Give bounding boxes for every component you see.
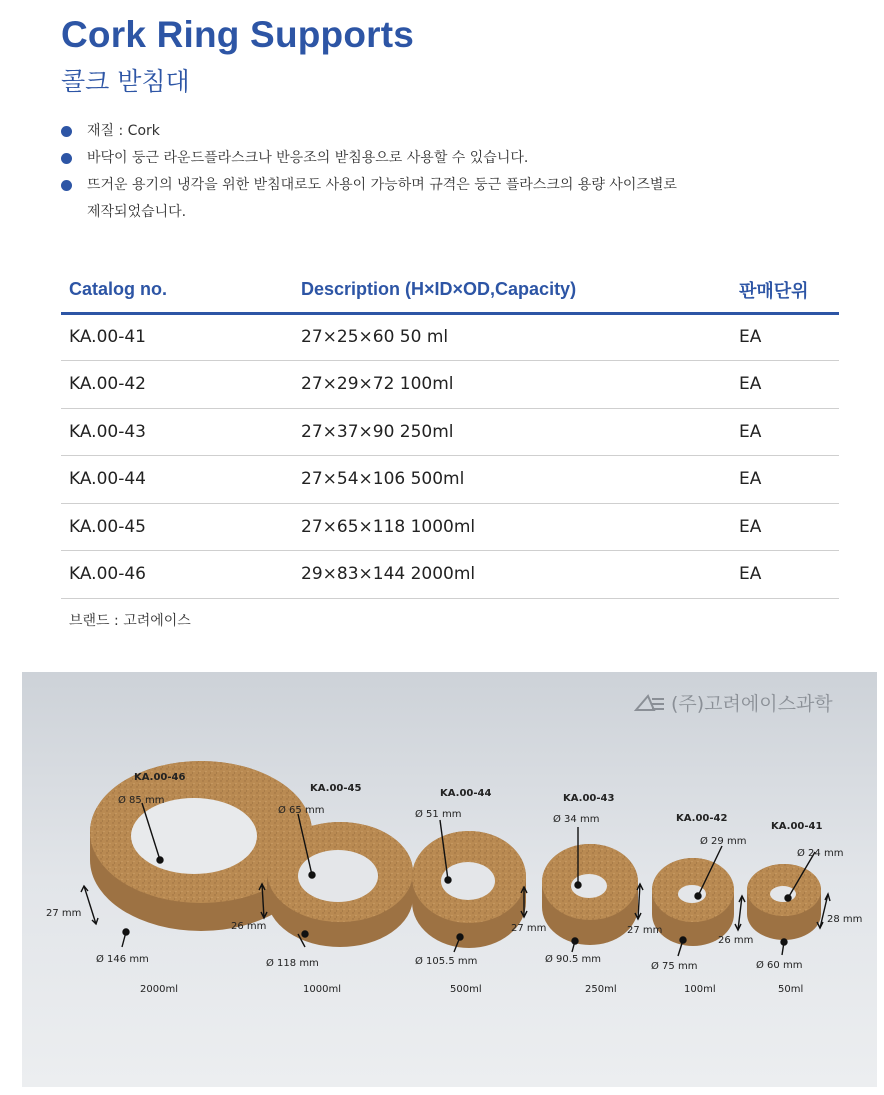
photo-code-label: KA.00-45 bbox=[310, 783, 362, 794]
photo-capacity-label: 500ml bbox=[450, 984, 482, 995]
cell-description: 27×29×72 100ml bbox=[293, 361, 731, 409]
cell-catalog: KA.00-46 bbox=[61, 551, 293, 599]
photo-id-label: Ø 29 mm bbox=[700, 836, 747, 847]
photo-capacity-label: 1000ml bbox=[303, 984, 341, 995]
list-item: 뜨거운 용기의 냉각을 위한 받침대로도 사용이 가능하며 규격은 둥근 플라스크의 용량 사이즈별로 제작되었습니다. bbox=[61, 172, 821, 226]
photo-code-label: KA.00-44 bbox=[440, 788, 492, 799]
column-header-catalog: Catalog no. bbox=[61, 268, 293, 313]
photo-height-label: 27 mm bbox=[46, 908, 82, 919]
list-item: 바닥이 둥근 라운드플라스크나 반응조의 받침용으로 사용할 수 있습니다. bbox=[61, 145, 821, 172]
photo-code-label: KA.00-41 bbox=[771, 821, 823, 832]
cell-description: 27×54×106 500ml bbox=[293, 456, 731, 504]
column-header-unit: 판매단위 bbox=[731, 268, 839, 313]
photo-id-label: Ø 51 mm bbox=[415, 809, 462, 820]
photo-height-label: 26 mm bbox=[231, 921, 267, 932]
cork-ring-ka-00-42 bbox=[652, 858, 734, 946]
bullet-icon bbox=[61, 180, 72, 191]
cell-description: 29×83×144 2000ml bbox=[293, 551, 731, 599]
photo-height-label: 27 mm bbox=[511, 923, 547, 934]
cell-catalog: KA.00-44 bbox=[61, 456, 293, 504]
cell-unit: EA bbox=[731, 551, 839, 599]
page-title: Cork Ring Supports bbox=[61, 14, 415, 55]
cell-catalog: KA.00-42 bbox=[61, 361, 293, 409]
cork-ring-ka-00-45 bbox=[267, 822, 413, 947]
bullet-icon bbox=[61, 153, 72, 164]
photo-code-label: KA.00-46 bbox=[134, 772, 186, 783]
photo-id-label: Ø 85 mm bbox=[118, 795, 165, 806]
photo-od-label: Ø 90.5 mm bbox=[545, 954, 601, 965]
page-subtitle: 콜크 받침대 bbox=[61, 67, 190, 96]
photo-od-label: Ø 75 mm bbox=[651, 961, 698, 972]
column-header-description: Description (H×ID×OD,Capacity) bbox=[293, 268, 731, 313]
product-photo-illustration bbox=[22, 672, 877, 1087]
photo-capacity-label: 50ml bbox=[778, 984, 804, 995]
bullet-icon bbox=[61, 126, 72, 137]
table-row bbox=[61, 313, 839, 361]
cell-catalog: KA.00-41 bbox=[61, 313, 293, 361]
spec-table bbox=[61, 268, 839, 599]
photo-height-label: 27 mm bbox=[627, 925, 663, 936]
cork-ring-ka-00-41 bbox=[747, 864, 821, 940]
photo-id-label: Ø 24 mm bbox=[797, 848, 844, 859]
cell-description: 27×65×118 1000ml bbox=[293, 503, 731, 551]
photo-id-label: Ø 65 mm bbox=[278, 805, 325, 816]
cell-description: 27×25×60 50 ml bbox=[293, 313, 731, 361]
table-row bbox=[61, 408, 839, 456]
table-row bbox=[61, 361, 839, 409]
cell-unit: EA bbox=[731, 503, 839, 551]
cell-unit: EA bbox=[731, 408, 839, 456]
photo-id-label: Ø 34 mm bbox=[553, 814, 600, 825]
list-item: 재질 : Cork bbox=[61, 118, 821, 145]
photo-od-label: Ø 60 mm bbox=[756, 960, 803, 971]
cell-description: 27×37×90 250ml bbox=[293, 408, 731, 456]
cell-unit: EA bbox=[731, 313, 839, 361]
photo-od-label: Ø 146 mm bbox=[96, 954, 149, 965]
cork-ring-ka-00-43 bbox=[542, 844, 638, 945]
photo-code-label: KA.00-42 bbox=[676, 813, 728, 824]
photo-od-label: Ø 118 mm bbox=[266, 958, 319, 969]
table-row bbox=[61, 503, 839, 551]
cell-catalog: KA.00-45 bbox=[61, 503, 293, 551]
watermark-text: (주)고려에이스과학 bbox=[671, 693, 833, 715]
brand-label: 브랜드 : 고려에이스 bbox=[69, 613, 191, 629]
photo-capacity-label: 250ml bbox=[585, 984, 617, 995]
photo-capacity-label: 100ml bbox=[684, 984, 716, 995]
cell-unit: EA bbox=[731, 456, 839, 504]
feature-list bbox=[61, 118, 821, 226]
photo-code-label: KA.00-43 bbox=[563, 793, 615, 804]
cell-catalog: KA.00-43 bbox=[61, 408, 293, 456]
photo-height-label: 28 mm bbox=[827, 914, 863, 925]
table-header-row bbox=[61, 268, 839, 313]
photo-height-label: 26 mm bbox=[718, 935, 754, 946]
photo-od-label: Ø 105.5 mm bbox=[415, 956, 478, 967]
photo-capacity-label: 2000ml bbox=[140, 984, 178, 995]
table-row bbox=[61, 456, 839, 504]
cell-unit: EA bbox=[731, 361, 839, 409]
table-row bbox=[61, 551, 839, 599]
cork-ring-ka-00-44 bbox=[412, 831, 526, 948]
product-photo bbox=[22, 672, 877, 1087]
